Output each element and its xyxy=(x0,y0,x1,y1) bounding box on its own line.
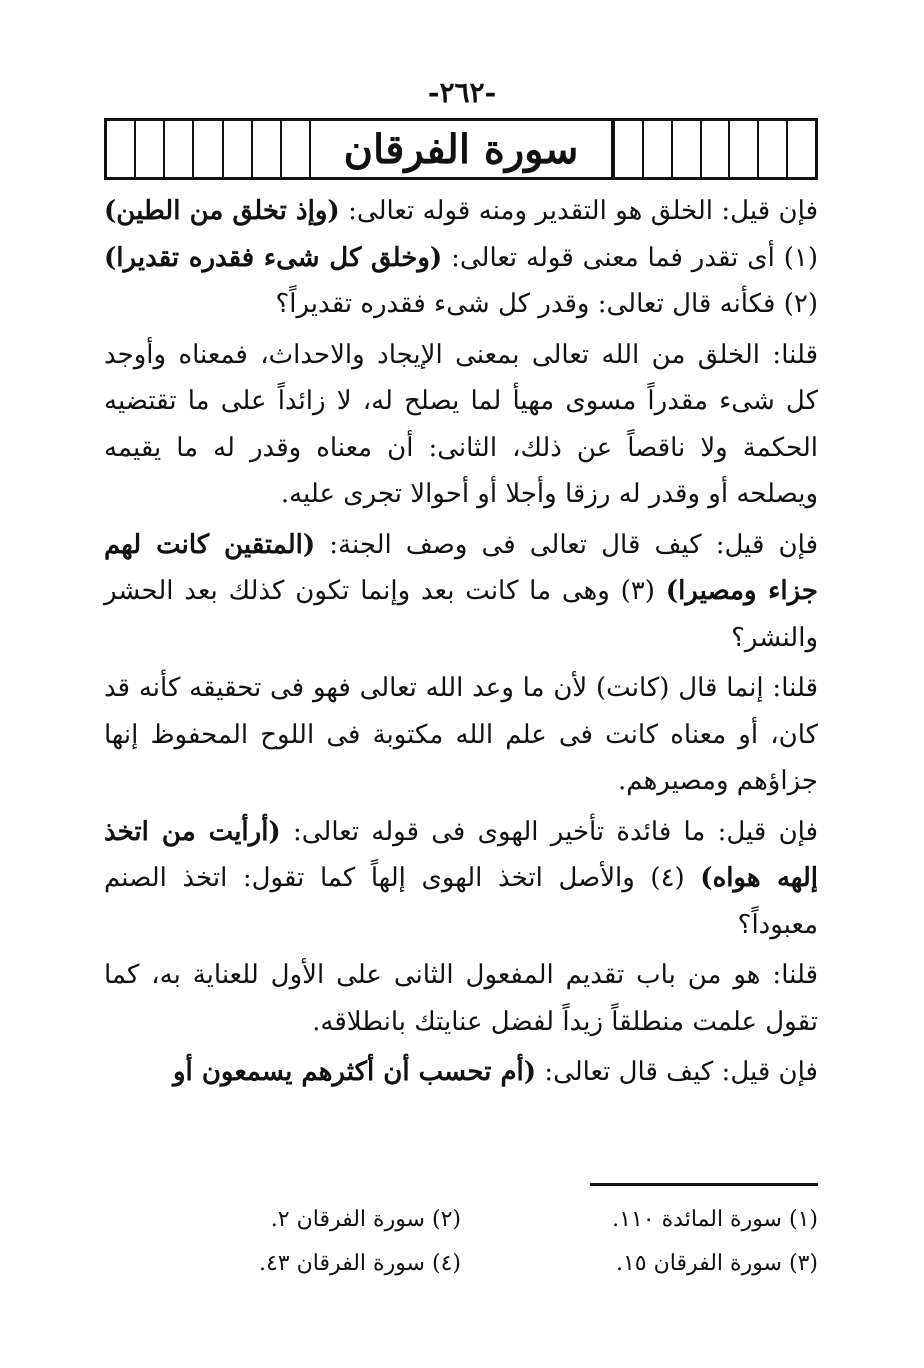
text-segment: قلنا: الخلق من الله تعالى بمعنى الإيجاد والاحداث، فمعناه وأوجد كل شىء مقدراً مسوى مهيأ لما يصلح له، لا زائداً على ما تقتضيه الحكمة ولا ناقصاً عن ذلك، الثانى: أن معناه وقدر له ما يقيمه ويصلحه أو وقدر له رزقا وأجلا أو أحوالا تجرى عليه. xyxy=(104,339,818,509)
text-segment: فإن قيل: كيف قال تعالى فى وصف الجنة: xyxy=(329,529,818,560)
footnote-1: (١) سورة المائدة ١١٠. xyxy=(612,1207,818,1232)
page-number: -٢٦٢- xyxy=(427,76,497,109)
footnote-divider xyxy=(590,1183,818,1186)
paragraph xyxy=(104,522,818,662)
text-segment: فإن قيل: ما فائدة تأخير الهوى فى قوله تعالى: xyxy=(293,816,819,847)
header-ornament-right xyxy=(613,121,815,177)
page-body xyxy=(104,188,818,1100)
paragraph xyxy=(104,952,818,1045)
surah-title: سورة الفرقان xyxy=(309,121,613,177)
text-segment: قلنا: إنما قال (كانت) لأن ما وعد الله تعالى فهو فى تحقيقه كأنه قد كان، أو معناه كانت فى علم الله مكتوبة فى اللوح المحفوظ إنها جزاؤهم ومصيرهم. xyxy=(104,673,818,796)
paragraph xyxy=(104,1049,818,1096)
text-segment: قلنا: هو من باب تقديم المفعول الثانى على الأول للعناية به، كما تقول علمت منطلقاً زيداً لفضل عنايتك بانطلاقه. xyxy=(104,960,818,1037)
surah-header xyxy=(104,118,818,180)
header-ornament-left xyxy=(107,121,309,177)
quran-quote: (وإذ تخلق من الطين) xyxy=(104,196,340,226)
paragraph xyxy=(104,665,818,805)
footnotes xyxy=(104,1203,818,1281)
text-segment: (١) أى تقدر فما معنى قوله تعالى: xyxy=(451,242,818,273)
footnote-3: (٣) سورة الفرقان ١٥. xyxy=(615,1251,818,1276)
text-segment: فإن قيل: الخلق هو التقدير ومنه قوله تعالى: xyxy=(348,196,818,226)
text-segment: (٢) فكأنه قال تعالى: وقدر كل شىء فقدره تقديراً؟ xyxy=(275,289,818,319)
text-segment: فإن قيل: كيف قال تعالى: xyxy=(544,1057,818,1087)
text-segment: (٣) وهى ما كانت بعد وإنما تكون كذلك بعد الحشر والنشر؟ xyxy=(104,576,818,653)
quran-quote: (أرأيت من اتخذ إلهه هواه) xyxy=(104,816,819,893)
text-segment: (٤) والأصل اتخذ الهوى إلهاً كما تقول: اتخذ الصنم معبوداً؟ xyxy=(104,863,818,940)
paragraph xyxy=(104,332,818,518)
paragraph xyxy=(104,188,818,328)
quran-quote: (وخلق كل شىء فقدره تقديرا) xyxy=(104,242,443,273)
footnote-4: (٤) سورة الفرقان ٤٣. xyxy=(258,1251,461,1276)
paragraph xyxy=(104,809,818,949)
footnote-2: (٢) سورة الفرقان ٢. xyxy=(270,1207,461,1232)
quran-quote: (المتقين كانت لهم جزاء ومصيرا) xyxy=(104,529,819,606)
quran-quote: (أم تحسب أن أكثرهم يسمعون أو xyxy=(173,1057,537,1087)
